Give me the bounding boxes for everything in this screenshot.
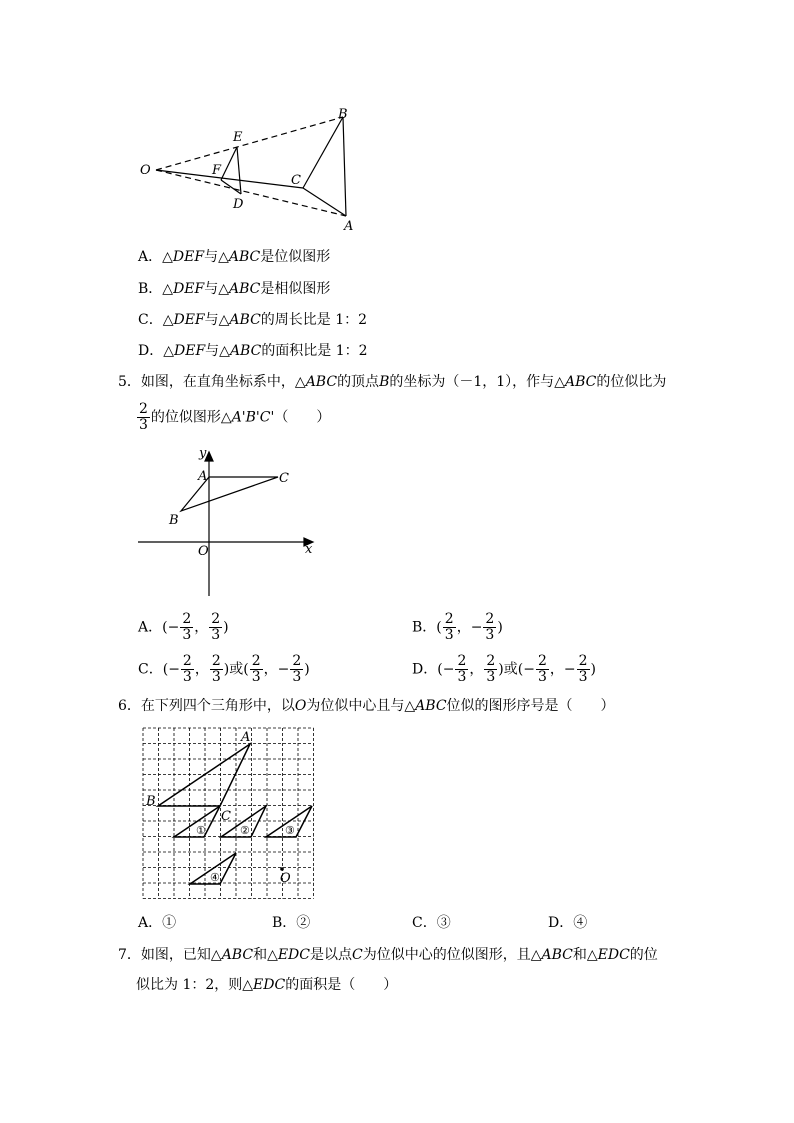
q4-option-b[interactable]: B．△DEF与△ABC是相似图形 [138,281,331,297]
q4-option-a[interactable]: A．△DEF与△ABC是位似图形 [138,249,331,265]
q4-option-d[interactable]: D．△DEF与△ABC的面积比是 1：2 [138,343,368,359]
q5-option-b[interactable]: B．( $\frac{2}{3}$ ，− $\frac{2}{3}$ ) [412,611,503,643]
label-E: E [233,130,243,145]
q4-option-c[interactable]: C．△DEF与△ABC的周长比是 1：2 [138,312,368,328]
label-D: D [233,197,244,212]
label-A: A [198,469,208,484]
q5-option-a[interactable]: A．(− $\frac{2}{3}$ ， $\frac{2}{3}$ ) [138,611,229,643]
label-O: O [280,871,291,886]
coordinate-figure-q5 [134,445,320,600]
q5-option-c[interactable]: C．(− $\frac{2}{3}$ ， $\frac{2}{3}$ )或( $\frac{2}{3}$ ，− $\frac{2}{3}$ ) [138,653,310,685]
q5-option-d[interactable]: D．(− $\frac{2}{3}$ ， $\frac{2}{3}$ )或(− $\frac{2}{3}$ ，− $\frac{2}{3}$ ) [412,653,596,685]
label-C: C [279,471,289,486]
grid-figure-q6 [140,724,315,904]
axis-label-y: y [199,446,207,461]
q6-stem: 6．在下列四个三角形中，以O为位似中心且与△ABC位似的图形序号是（ ） [118,698,615,714]
label-B: B [146,794,156,809]
triangle-number-2: ② [240,824,250,837]
q6-option-d[interactable]: D．④ [548,915,588,931]
q5-stem-line1: 5．如图，在直角坐标系中，△ABC的顶点B的坐标为（－1，1），作与△ABC的位似比为 [118,374,667,390]
q6-option-a[interactable]: A．① [138,915,177,931]
label-O: O [198,544,209,559]
triangle-number-1: ① [196,824,206,837]
label-B: B [338,107,348,122]
label-F: F [212,163,222,178]
label-C: C [221,809,231,824]
label-O: O [140,163,151,178]
q6-option-c[interactable]: C．③ [412,915,451,931]
q7-stem-line2: 似比为 1：2，则△EDC的面积是（ ） [136,977,398,993]
fraction-two-thirds: $\frac{2}{3}$ [139,401,148,433]
triangle-number-4: ④ [210,871,220,884]
q6-option-b[interactable]: B．② [272,915,311,931]
q7-stem-line1: 7．如图，已知△ABC和△EDC是以点C为位似中心的位似图形，且△ABC和△EDC的位 [118,947,658,963]
label-A: A [241,730,251,745]
axis-label-x: x [305,542,313,557]
label-B: B [169,513,179,528]
triangle-number-3: ③ [285,824,295,837]
label-A: A [344,219,354,234]
q5-stem-line2: $\frac{2}{3}$ 的位似图形△A'B'C'（ ） [139,401,331,433]
label-C: C [291,173,301,188]
homothety-figure-q4 [130,100,370,235]
